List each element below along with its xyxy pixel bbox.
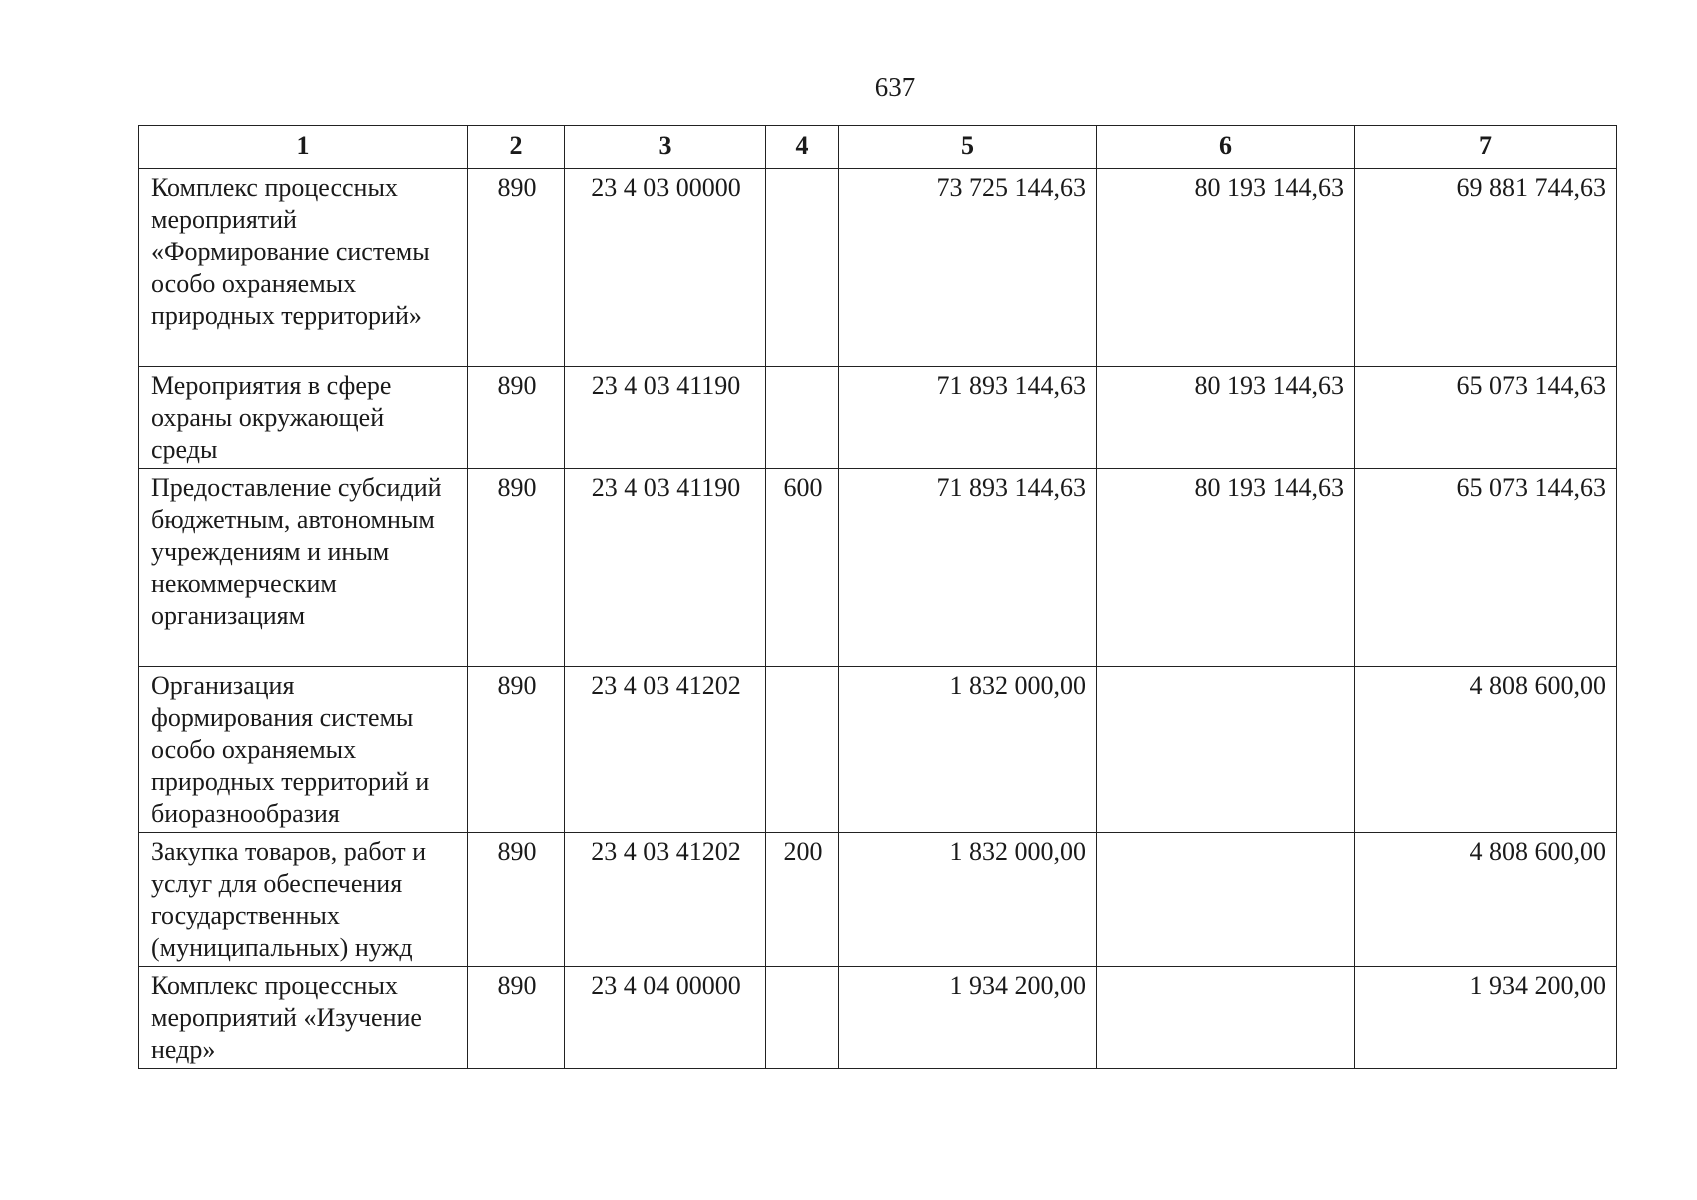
- row-amount-col6: [1097, 833, 1355, 967]
- row-code: 890: [468, 169, 565, 367]
- row-amount-col5: 73 725 144,63: [839, 169, 1097, 367]
- row-amount-col5: 71 893 144,63: [839, 367, 1097, 469]
- row-code: 890: [468, 469, 565, 667]
- column-header-2: 2: [468, 126, 565, 169]
- column-header-4: 4: [766, 126, 839, 169]
- row-target-article: 23 4 03 41190: [565, 367, 766, 469]
- row-target-article: 23 4 04 00000: [565, 967, 766, 1069]
- row-name: Мероприятия в сфере охраны окружающей среды: [139, 367, 468, 469]
- row-target-article: 23 4 03 41202: [565, 833, 766, 967]
- row-name: Закупка товаров, работ и услуг для обеспечения государственных (муниципальных) нужд: [139, 833, 468, 967]
- row-amount-col5: 1 832 000,00: [839, 833, 1097, 967]
- row-code: 890: [468, 967, 565, 1069]
- row-code: 890: [468, 833, 565, 967]
- row-name: Комплекс процессных мероприятий «Изучение недр»: [139, 967, 468, 1069]
- table-row: [139, 169, 1617, 367]
- row-target-article: 23 4 03 41190: [565, 469, 766, 667]
- table-row: [139, 367, 1617, 469]
- column-header-3: 3: [565, 126, 766, 169]
- row-name: Организация формирования системы особо охраняемых природных территорий и биоразнообразия: [139, 667, 468, 833]
- row-amount-col6: [1097, 667, 1355, 833]
- row-expense-type: 600: [766, 469, 839, 667]
- column-header-7: 7: [1355, 126, 1617, 169]
- row-name: Предоставление субсидий бюджетным, автономным учреждениям и иным некоммерческим организациям: [139, 469, 468, 667]
- row-amount-col6: 80 193 144,63: [1097, 469, 1355, 667]
- row-expense-type: [766, 667, 839, 833]
- row-amount-col7: 69 881 744,63: [1355, 169, 1617, 367]
- table-row: [139, 469, 1617, 667]
- row-expense-type: [766, 169, 839, 367]
- row-amount-col7: 65 073 144,63: [1355, 469, 1617, 667]
- row-amount-col5: 1 832 000,00: [839, 667, 1097, 833]
- header-row: [139, 126, 1617, 169]
- column-header-6: 6: [1097, 126, 1355, 169]
- row-amount-col6: 80 193 144,63: [1097, 367, 1355, 469]
- page-number: 637: [874, 72, 916, 102]
- row-amount-col7: 4 808 600,00: [1355, 833, 1617, 967]
- row-code: 890: [468, 367, 565, 469]
- row-name: Комплекс процессных мероприятий «Формирование системы особо охраняемых природных территорий»: [139, 169, 468, 367]
- row-amount-col5: 1 934 200,00: [839, 967, 1097, 1069]
- row-amount-col7: 1 934 200,00: [1355, 967, 1617, 1069]
- row-amount-col5: 71 893 144,63: [839, 469, 1097, 667]
- column-header-1: 1: [139, 126, 468, 169]
- row-amount-col7: 65 073 144,63: [1355, 367, 1617, 469]
- column-header-5: 5: [839, 126, 1097, 169]
- row-target-article: 23 4 03 00000: [565, 169, 766, 367]
- row-expense-type: 200: [766, 833, 839, 967]
- budget-table: [138, 125, 1617, 1069]
- row-target-article: 23 4 03 41202: [565, 667, 766, 833]
- row-amount-col6: 80 193 144,63: [1097, 169, 1355, 367]
- row-expense-type: [766, 967, 839, 1069]
- row-amount-col7: 4 808 600,00: [1355, 667, 1617, 833]
- table-row: [139, 967, 1617, 1069]
- row-expense-type: [766, 367, 839, 469]
- table-row: [139, 667, 1617, 833]
- row-code: 890: [468, 667, 565, 833]
- row-amount-col6: [1097, 967, 1355, 1069]
- table-row: [139, 833, 1617, 967]
